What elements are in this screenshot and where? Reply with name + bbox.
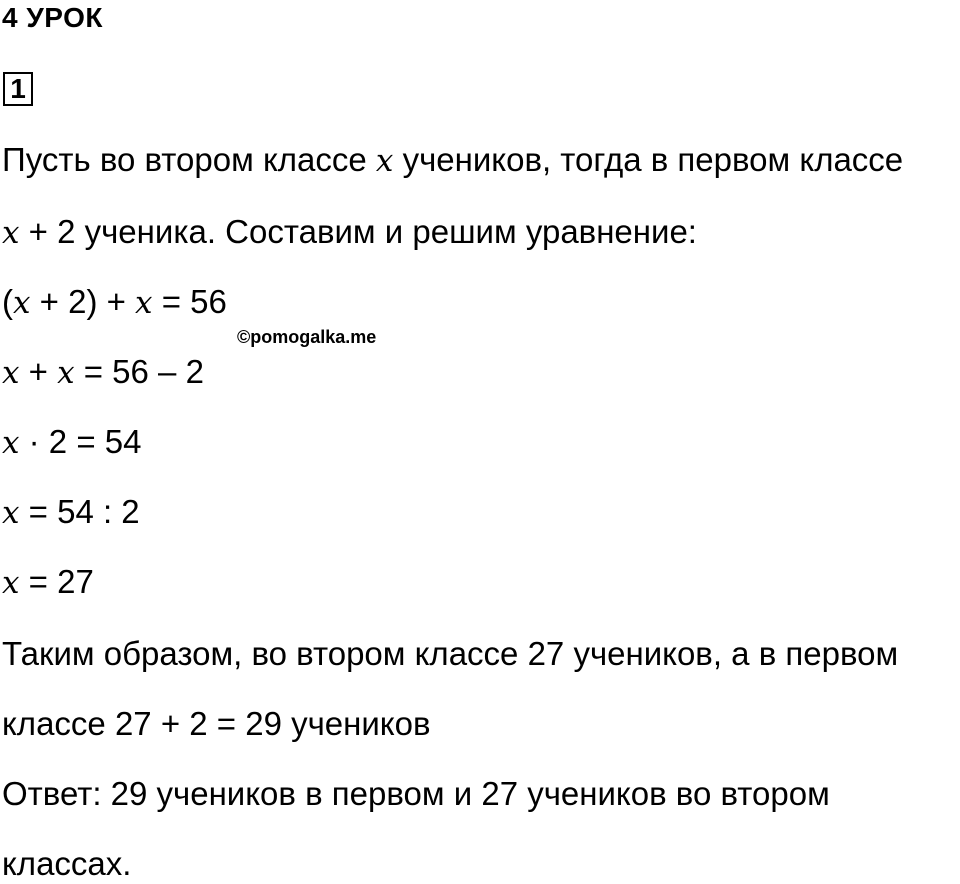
problem-line-2 bbox=[2, 212, 697, 253]
task-number-box: 1 bbox=[3, 72, 33, 106]
text-segment: + 2 ученика. Составим и решим уравнение: bbox=[19, 213, 697, 250]
equation-5 bbox=[2, 562, 94, 603]
equation-4 bbox=[2, 492, 140, 533]
answer-line-2: классах. bbox=[2, 845, 132, 882]
lesson-title: 4 УРОК bbox=[2, 2, 103, 33]
watermark: ©pomogalka.me bbox=[237, 327, 377, 347]
text-segment: + 2) + bbox=[30, 283, 136, 320]
variable-x: x bbox=[57, 355, 75, 391]
equation-2 bbox=[2, 352, 204, 393]
equation-1 bbox=[2, 282, 227, 323]
text-segment: = 27 bbox=[19, 563, 94, 600]
problem-line-1 bbox=[2, 140, 903, 181]
text-segment: учеников, тогда в первом классе bbox=[393, 141, 904, 178]
text-segment: = 54 : 2 bbox=[19, 493, 140, 530]
text-segment: ( bbox=[2, 283, 13, 320]
variable-x: x bbox=[135, 285, 153, 321]
text-segment: = 56 – 2 bbox=[74, 353, 204, 390]
answer-line-1: Ответ: 29 учеников в первом и 27 учеников во втором bbox=[2, 775, 830, 812]
variable-x: x bbox=[2, 355, 20, 391]
equation-3 bbox=[2, 422, 141, 463]
variable-x: x bbox=[2, 565, 20, 601]
variable-x: x bbox=[13, 285, 31, 321]
text-segment: Пусть во втором классе bbox=[2, 141, 376, 178]
variable-x: x bbox=[2, 215, 20, 251]
text-segment: = 56 bbox=[152, 283, 227, 320]
conclusion-line-2: классе 27 + 2 = 29 учеников bbox=[2, 705, 431, 742]
text-segment: · 2 = 54 bbox=[19, 423, 142, 460]
variable-x: x bbox=[2, 495, 20, 531]
variable-x: x bbox=[2, 425, 20, 461]
text-segment: + bbox=[19, 353, 58, 390]
variable-x: x bbox=[375, 143, 394, 179]
conclusion-line-1: Таким образом, во втором классе 27 учеников, а в первом bbox=[2, 635, 899, 672]
